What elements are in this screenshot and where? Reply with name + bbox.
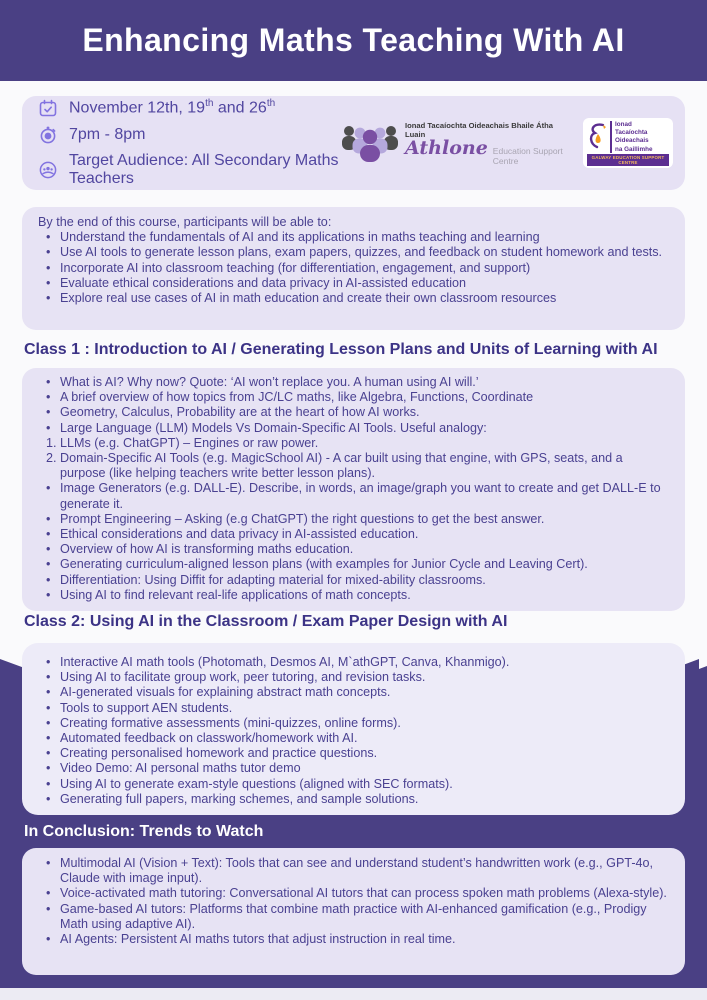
list-item-text: Using AI to find relevant real-life applications of math concepts.	[60, 587, 411, 602]
list-item-text: Creating formative assessments (mini-quizzes, online forms).	[60, 715, 401, 730]
list-item	[46, 685, 669, 700]
list-item	[46, 777, 669, 792]
audience-text: Target Audience: All Secondary Maths Teachers	[69, 152, 339, 187]
athlone-subtitle: Education Support Centre	[492, 145, 563, 166]
course-outcomes-card	[22, 207, 685, 330]
galway-crest-icon	[587, 122, 607, 152]
bullet-marker: •	[46, 715, 51, 730]
class1-heading: Class 1 : Introduction to AI / Generating Lesson Plans and Units of Learning with AI	[24, 341, 658, 358]
list-item-text: A brief overview of how topics from JC/LC maths, like Algebra, Functions, Coordinate	[60, 390, 534, 405]
audience-icon	[38, 160, 58, 180]
bullet-marker: •	[46, 746, 51, 761]
list-item-text: Domain-Specific AI Tools (e.g. MagicSchool AI) - A car built using that engine, with GPS, seats, and a purpose (like helping teachers write better lesson plans).	[60, 451, 623, 481]
list-item-text: Ethical considerations and data privacy in AI-assisted education.	[60, 527, 419, 542]
list-item	[46, 902, 669, 932]
class2-card	[22, 643, 685, 815]
list-item-text: Geometry, Calculus, Probability are at the heart of how AI works.	[60, 405, 420, 420]
bullet-marker: •	[46, 856, 51, 870]
list-item-text: Incorporate AI into classroom teaching (for differentiation, engagement, and support)	[60, 260, 531, 275]
list-item	[46, 655, 669, 670]
list-item	[46, 375, 669, 390]
bullet-marker: •	[46, 511, 51, 526]
footer-strip	[0, 988, 707, 1000]
list-item-text: Overview of how AI is transforming maths education.	[60, 542, 354, 557]
athlone-logo-text	[405, 121, 575, 166]
bullet-marker: •	[46, 291, 51, 306]
list-item-text: Image Generators (e.g. DALL-E). Describe, in words, an image/graph you want to create and get DALL-E to generate it.	[60, 481, 661, 511]
bullet-marker: 2.	[46, 451, 57, 466]
list-item	[46, 670, 669, 685]
list-item	[46, 886, 669, 901]
bullet-marker: •	[46, 557, 51, 572]
bullet-marker: •	[46, 932, 51, 947]
list-item-text: LLMs (e.g. ChatGPT) – Engines or raw power.	[60, 435, 319, 450]
event-info-card	[22, 96, 685, 190]
list-item	[46, 557, 669, 572]
list-item-text: Tools to support AEN students.	[60, 700, 233, 715]
bullet-marker: •	[46, 481, 51, 496]
galway-divider	[610, 121, 612, 153]
list-item	[46, 542, 669, 557]
event-details	[38, 98, 341, 188]
list-item	[46, 291, 669, 306]
time-row	[38, 125, 341, 145]
list-item-text: What is AI? Why now? Quote: ‘AI won’t replace you. A human using AI will.’	[60, 375, 479, 389]
bullet-marker: •	[46, 670, 51, 685]
list-item-text: Use AI tools to generate lesson plans, exam papers, quizzes, and feedback on student homework and tests.	[60, 245, 663, 260]
bullet-marker: •	[46, 572, 51, 587]
list-item	[46, 481, 669, 511]
audience-row	[38, 152, 341, 188]
bullet-marker: •	[46, 542, 51, 557]
list-item-text: Video Demo: AI personal maths tutor demo	[60, 761, 301, 776]
list-item-text: Creating personalised homework and practice questions.	[60, 746, 378, 761]
bullet-marker: •	[46, 886, 51, 901]
conclusion-card	[22, 848, 685, 975]
bullet-marker: •	[46, 260, 51, 275]
list-item	[46, 856, 669, 886]
athlone-irish-name: Ionad Tacaíochta Oideachais Bhaile Átha Luain	[405, 120, 553, 139]
list-item	[46, 932, 669, 947]
list-item	[46, 731, 669, 746]
bullet-marker: •	[46, 776, 51, 791]
list-item	[46, 527, 669, 542]
bullet-marker: •	[46, 230, 51, 245]
list-item	[46, 390, 669, 405]
list-item-text: Automated feedback on classwork/homework with AI.	[60, 731, 358, 746]
bullet-marker: •	[46, 791, 51, 806]
bullet-marker: •	[46, 731, 51, 746]
galway-strip-label: GALWAY EDUCATION SUPPORT CENTRE	[587, 154, 669, 167]
date-text: November 12th, 19th and 26th	[69, 98, 276, 117]
conclusion-heading: In Conclusion: Trends to Watch	[24, 823, 264, 840]
bullet-marker: 1.	[46, 435, 57, 450]
list-item	[46, 405, 669, 420]
list-item	[46, 512, 669, 527]
class2-heading: Class 2: Using AI in the Classroom / Exam Paper Design with AI	[24, 613, 508, 630]
list-item-text: Prompt Engineering – Asking (e.g ChatGPT) the right questions to get the best answer.	[60, 511, 545, 526]
galway-logo	[583, 118, 673, 168]
bullet-marker: •	[46, 761, 51, 776]
bullet-marker: •	[46, 275, 51, 290]
time-text: 7pm - 8pm	[69, 126, 146, 143]
list-item	[46, 792, 669, 807]
list-item	[46, 245, 669, 260]
list-item	[46, 276, 669, 291]
list-item-text: Generating curriculum-aligned lesson plans (with examples for Junior Cycle and Leaving Cert).	[60, 557, 588, 572]
list-item-text: Differentiation: Using Diffit for adapting material for mixed-ability classrooms.	[60, 572, 486, 587]
list-item	[46, 588, 669, 603]
galway-irish-name: Ionad Tacaíochta Oideachais na Gaillimhe	[615, 121, 653, 153]
athlone-brand-name: Athlone	[405, 136, 488, 159]
outcomes-intro: By the end of this course, participants will be able to:	[38, 215, 332, 229]
bullet-marker: •	[46, 405, 51, 420]
list-item	[46, 261, 669, 276]
list-item	[46, 716, 669, 731]
list-item-text: Interactive AI math tools (Photomath, Desmos AI, M`athGPT, Canva, Khanmigo).	[60, 655, 510, 669]
date-row	[38, 98, 341, 118]
calendar-icon	[38, 98, 58, 118]
bullet-marker: •	[46, 685, 51, 700]
athlone-logo	[341, 121, 575, 166]
list-item	[46, 761, 669, 776]
list-item-text: AI Agents: Persistent AI maths tutors that adjust instruction in real time.	[60, 932, 456, 947]
list-item	[46, 436, 669, 451]
class1-card	[22, 368, 685, 611]
list-item-text: Understand the fundamentals of AI and its applications in maths teaching and learning	[60, 230, 540, 245]
list-item-text: Using AI to facilitate group work, peer tutoring, and revision tasks.	[60, 670, 426, 685]
list-item-text: Game-based AI tutors: Platforms that combine math practice with AI-enhanced gamification (e.g., Prodigy Math using adaptive AI).	[60, 901, 647, 931]
page-title: Enhancing Maths Teaching With AI	[82, 22, 625, 58]
header-banner	[0, 0, 707, 81]
clock-icon	[38, 125, 58, 145]
bullet-marker: •	[46, 375, 51, 389]
bullet-marker: •	[46, 245, 51, 260]
list-item	[46, 701, 669, 716]
list-item-text: Explore real use cases of AI in math education and create their own classroom resources	[60, 291, 557, 306]
bullet-marker: •	[46, 655, 51, 669]
list-item-text: Voice-activated math tutoring: Conversational AI tutors that can process spoken math problems (Alexa-style).	[60, 886, 667, 901]
list-item	[46, 230, 669, 245]
bullet-marker: •	[46, 527, 51, 542]
list-item	[46, 573, 669, 588]
partner-logos	[341, 118, 673, 168]
list-item-text: Generating full papers, marking schemes, and sample solutions.	[60, 791, 419, 806]
class1-list	[38, 375, 669, 603]
list-item-text: Large Language (LLM) Models Vs Domain-Specific AI Tools. Useful analogy:	[60, 420, 487, 435]
bullet-marker: •	[46, 901, 51, 916]
list-item	[46, 746, 669, 761]
bullet-marker: •	[46, 390, 51, 405]
list-item-text: Multimodal AI (Vision + Text): Tools that can see and understand student’s handwritten work (e.g., GPT-4o, Claude with image input).	[60, 856, 654, 886]
outcomes-list	[38, 230, 669, 306]
list-item	[46, 451, 669, 481]
list-item-text: AI-generated visuals for explaining abstract math concepts.	[60, 685, 391, 700]
bullet-marker: •	[46, 587, 51, 602]
bullet-marker: •	[46, 420, 51, 435]
list-item	[46, 421, 669, 436]
people-group-icon	[341, 122, 399, 164]
list-item-text: Using AI to generate exam-style questions (aligned with SEC formats).	[60, 776, 453, 791]
class2-list	[38, 655, 669, 807]
conclusion-list	[38, 856, 669, 947]
bullet-marker: •	[46, 700, 51, 715]
list-item-text: Evaluate ethical considerations and data privacy in AI-assisted education	[60, 275, 467, 290]
